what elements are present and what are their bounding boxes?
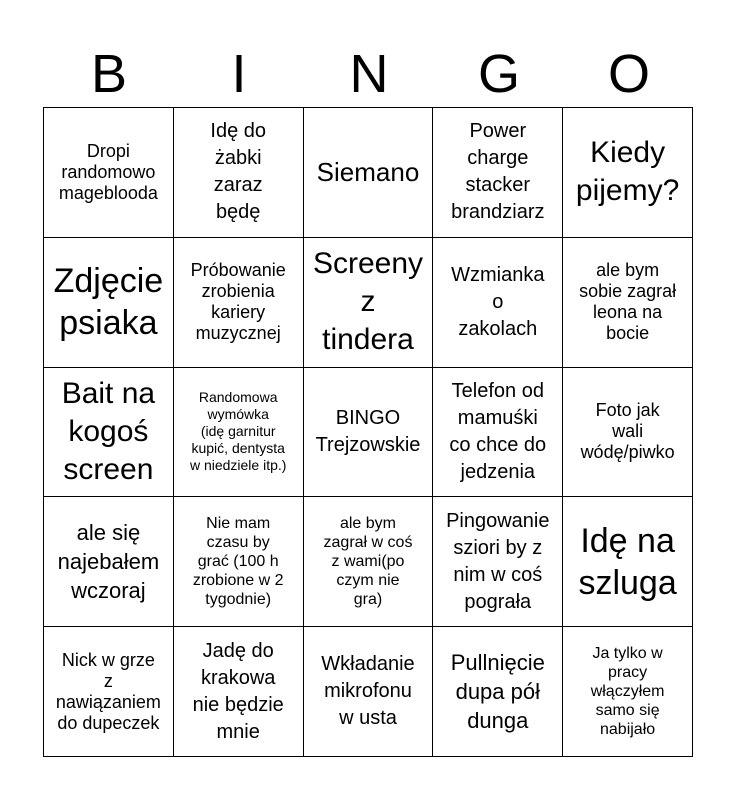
cell-text: Siemano [316, 156, 420, 187]
bingo-cell-r2-c3[interactable] [304, 238, 434, 368]
bingo-cell-r2-c1[interactable] [44, 238, 174, 368]
cell-text: Foto jak wali wódę/piwko [580, 400, 675, 463]
cell-text: Idę na szluga [578, 521, 677, 602]
bingo-cell-r1-c3[interactable] [304, 108, 434, 238]
bingo-cell-r5-c5[interactable] [563, 627, 693, 757]
bingo-cell-r2-c2[interactable] [174, 238, 304, 368]
cell-text: Próbowanie zrobienia kariery muzycznej [190, 260, 286, 344]
header-letter-i: I [231, 44, 247, 104]
bingo-cell-r1-c2[interactable] [174, 108, 304, 238]
cell-text: Wzmianka o zakolach [451, 263, 545, 340]
bingo-cell-r3-c5[interactable] [563, 368, 693, 498]
cell-text: Randomowa wymówka (idę garnitur kupić, dentysta w niedziele itp.) [189, 389, 287, 474]
bingo-cell-r5-c2[interactable] [174, 627, 304, 757]
cell-text: Screeny z tindera [312, 247, 424, 357]
bingo-cell-r3-c2[interactable] [174, 368, 304, 498]
bingo-cell-r1-c1[interactable] [44, 108, 174, 238]
bingo-cell-r1-c4[interactable] [433, 108, 563, 238]
bingo-grid [43, 107, 693, 757]
bingo-cell-r4-c5[interactable] [563, 497, 693, 627]
cell-text: Idę do żabki zaraz będę [210, 120, 266, 224]
header-letter-o: O [607, 44, 650, 104]
bingo-cell-r4-c3[interactable] [304, 497, 434, 627]
header-letter-b: B [90, 44, 128, 104]
cell-text: ale się najebałem wczoraj [57, 520, 160, 604]
bingo-cell-r4-c1[interactable] [44, 497, 174, 627]
cell-text: Telefon od mamuśki co chce do jedzenia [449, 379, 547, 483]
cell-text: Ja tylko w pracy włączyłem samo się nabijało [590, 645, 665, 739]
cell-text: ale bym zagrał w coś z wami(po czym nie gra) [323, 515, 413, 609]
cell-text: Zdjęcie psiaka [53, 262, 164, 343]
cell-text: Nie mam czasu by grać (100 h zrobione w 2 tygodnie) [192, 515, 284, 609]
cell-text: Bait na kogoś screen [61, 376, 156, 486]
cell-text: Pingowanie sziori by z nim w coś pograła [446, 509, 550, 613]
cell-text: Power charge stacker brandziarz [451, 120, 545, 224]
bingo-cell-r2-c4[interactable] [433, 238, 563, 368]
bingo-cell-r5-c4[interactable] [433, 627, 563, 757]
bingo-cell-r3-c4[interactable] [433, 368, 563, 498]
bingo-cell-r1-c5[interactable] [563, 108, 693, 238]
bingo-header [44, 40, 694, 108]
bingo-cell-r3-c1[interactable] [44, 368, 174, 498]
header-letter-n: N [349, 44, 389, 104]
bingo-cell-r5-c1[interactable] [44, 627, 174, 757]
bingo-cell-r5-c3[interactable] [304, 627, 434, 757]
cell-text: Pullnięcie dupa pół dunga [450, 650, 545, 734]
cell-text: Nick w grze z nawiązaniem do dupeczek [55, 649, 161, 733]
cell-text: Dropi randomowo mageblooda [58, 140, 158, 203]
cell-text: Kiedy pijemy? [575, 136, 680, 208]
bingo-cell-r4-c4[interactable] [433, 497, 563, 627]
cell-text: ale bym sobie zagrał leona na bocie [579, 260, 677, 344]
cell-text: Jadę do krakowa nie będzie mnie [192, 639, 284, 743]
cell-text: Wkładanie mikrofonu w usta [321, 653, 415, 730]
bingo-cell-r4-c2[interactable] [174, 497, 304, 627]
header-letter-g: G [477, 44, 520, 104]
bingo-cell-r3-c3[interactable] [304, 368, 434, 498]
cell-text: BINGO Trejzowskie [315, 406, 421, 456]
bingo-cell-r2-c5[interactable] [563, 238, 693, 368]
